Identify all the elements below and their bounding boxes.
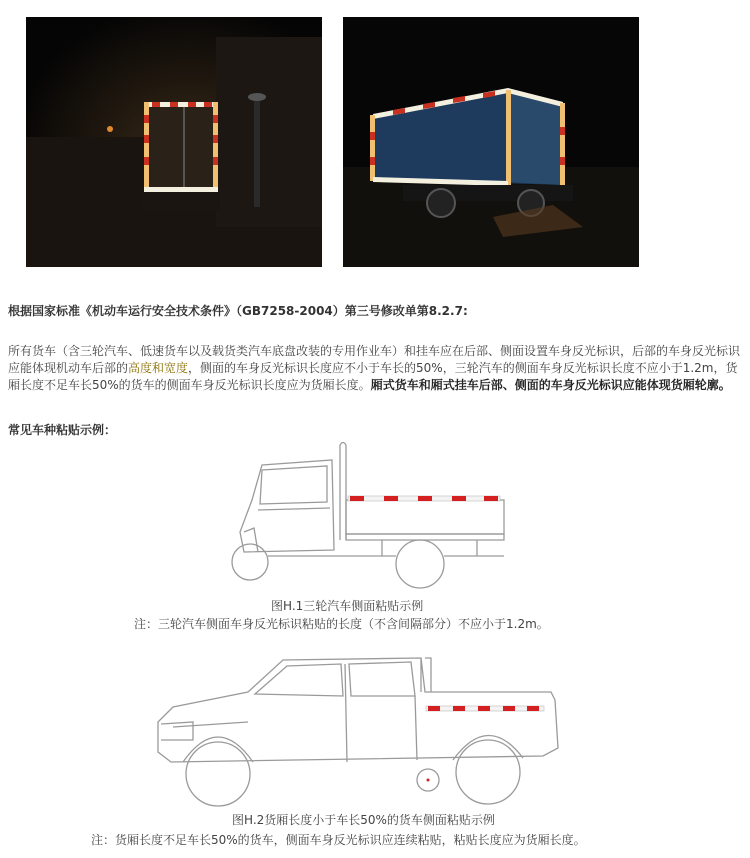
three-wheel-truck-drawing (222, 440, 512, 592)
figure1-caption: 图H.1三轮汽车侧面粘贴示例 (271, 599, 424, 613)
pickup-truck-drawing (153, 652, 573, 810)
paragraph-strong: 厢式货车和厢式挂车后部、侧面的车身反光标识应能体现货厢轮廓。 (370, 378, 731, 392)
cab-window (260, 466, 327, 504)
reflective-strip (348, 496, 500, 501)
truck-side-night-image (343, 17, 639, 267)
front-wheel (186, 742, 250, 806)
reflective-strip (426, 706, 544, 711)
standard-paragraph (8, 343, 743, 394)
figure-pickup-truck (153, 652, 573, 810)
figure-three-wheel-truck (222, 440, 512, 592)
cab-outline (240, 460, 334, 552)
rear-wheel (396, 540, 444, 588)
figure1-note: 注：三轮汽车侧面车身反光标识粘贴的长度（不含间隔部分）不应小于1.2m。 (134, 617, 549, 631)
rear-wheel (456, 740, 520, 804)
standard-heading: 根据国家标准《机动车运行安全技术条件》（GB7258-2004）第三号修改单第8.2.7: (8, 304, 468, 318)
cargo-bed (346, 500, 504, 534)
figure2-note: 注：货厢长度不足车长50%的货车，侧面车身反光标识应连续粘贴，粘贴长度应为货厢长度。 (91, 833, 586, 847)
front-wheel (232, 544, 268, 580)
rear-window (349, 662, 415, 696)
front-window (255, 664, 343, 696)
paragraph-part2: ，侧面的车身反光标识长度应不小于车长的50%，三轮汽车的侧面车身反光标识长度不应小于1.2m，货厢长度不足车长50%的货车的侧面车身反光标识长度应为货厢长度。 (8, 361, 738, 392)
photo-truck-side-night (343, 17, 639, 267)
truck-rear-night-image (26, 17, 322, 267)
headlight (161, 722, 193, 740)
figure2-caption: 图H.2货厢长度小于车长50%的货车侧面粘贴示例 (232, 813, 495, 827)
examples-subheading: 常见车种粘贴示例： (8, 423, 117, 437)
paragraph-part1: 所有货车（含三轮汽车、低速货车以及载货类汽车底盘改装的专用作业车）和挂车应在后部、侧面设置车身反光标识，后部的车身反光标识应能体现机动车后部的 (8, 344, 741, 375)
photo-truck-rear-night (26, 17, 322, 267)
paragraph-highlight: 高度和宽度 (128, 361, 189, 375)
